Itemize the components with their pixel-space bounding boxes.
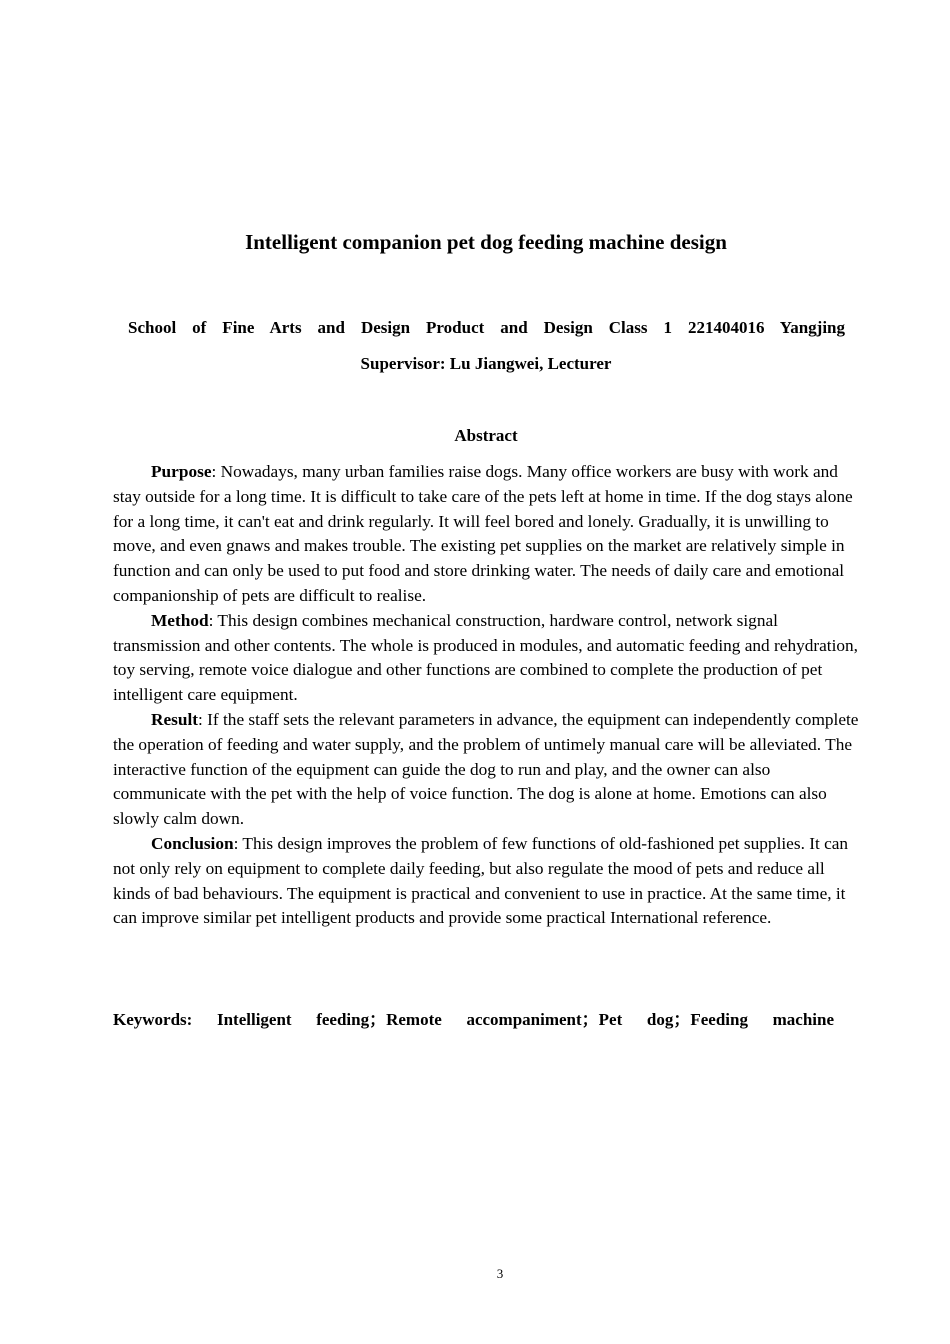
abstract-heading: Abstract [454, 426, 518, 445]
purpose-label: Purpose [151, 462, 212, 481]
method-text: : This design combines mechanical construction, hardware control, network signal transmission and other contents. The whole is produced in modules, and automatic feeding and rehydration, toy serving, remote voice dialogue and other functions are combined to complete the production of pet intelligent care equipment. [113, 610, 858, 705]
conclusion-label: Conclusion [151, 833, 234, 853]
conclusion-text: : This design improves the problem of few functions of old-fashioned pet supplies. It can not only rely on equipment to complete daily feeding, but also regulate the mood of pets and reduce all kinds of bad behaviours. The equipment is practical and convenient to use in practice. At the same time, it can improve similar pet intelligent products and provide some practical International reference. [113, 833, 849, 928]
page-number: 3 [496, 1266, 504, 1281]
result-text: : If the staff sets the relevant parameters in advance, the equipment can independently complete the operation of feeding and water supply, and the problem of untimely manual care will be alleviated. The interactive function of the equipment can guide the dog to run and play, and the owner can also communicate with the pet with the help of voice function. The dog is alone at home. Emotions can also slowly calm down. [113, 709, 859, 829]
purpose-paragraph [113, 460, 861, 609]
method-label: Method [151, 610, 209, 630]
result-paragraph [113, 708, 861, 832]
paper-title: Intelligent companion pet dog feeding machine design [245, 230, 727, 254]
supervisor-line: Supervisor: Lu Jiangwei, Lecturer [360, 354, 612, 373]
method-paragraph [113, 609, 861, 708]
result-label: Result [151, 709, 199, 729]
author-affiliation: School of Fine Arts and Design Product and Design Class 1 221404016 Yangjing [128, 318, 845, 337]
conclusion-paragraph [113, 832, 861, 931]
abstract-body [113, 460, 861, 931]
keywords-line: Keywords: Intelligent feeding；Remote accompaniment；Pet dog；Feeding machine [113, 1010, 834, 1029]
purpose-text: : Nowadays, many urban families raise dogs. Many office workers are busy with work and stay outside for a long time. It is difficult to take care of the pets left at home in time. If the dog stays alone for a long time, it can't eat and drink regularly. It will feel bored and lonely. Gradually, it is unwilling to move, and even gnaws and makes trouble. The existing pet supplies on the market are relatively simple in function and can only be used to put food and store drinking water. The needs of daily care and emotional companionship of pets are difficult to realise. [113, 462, 853, 605]
